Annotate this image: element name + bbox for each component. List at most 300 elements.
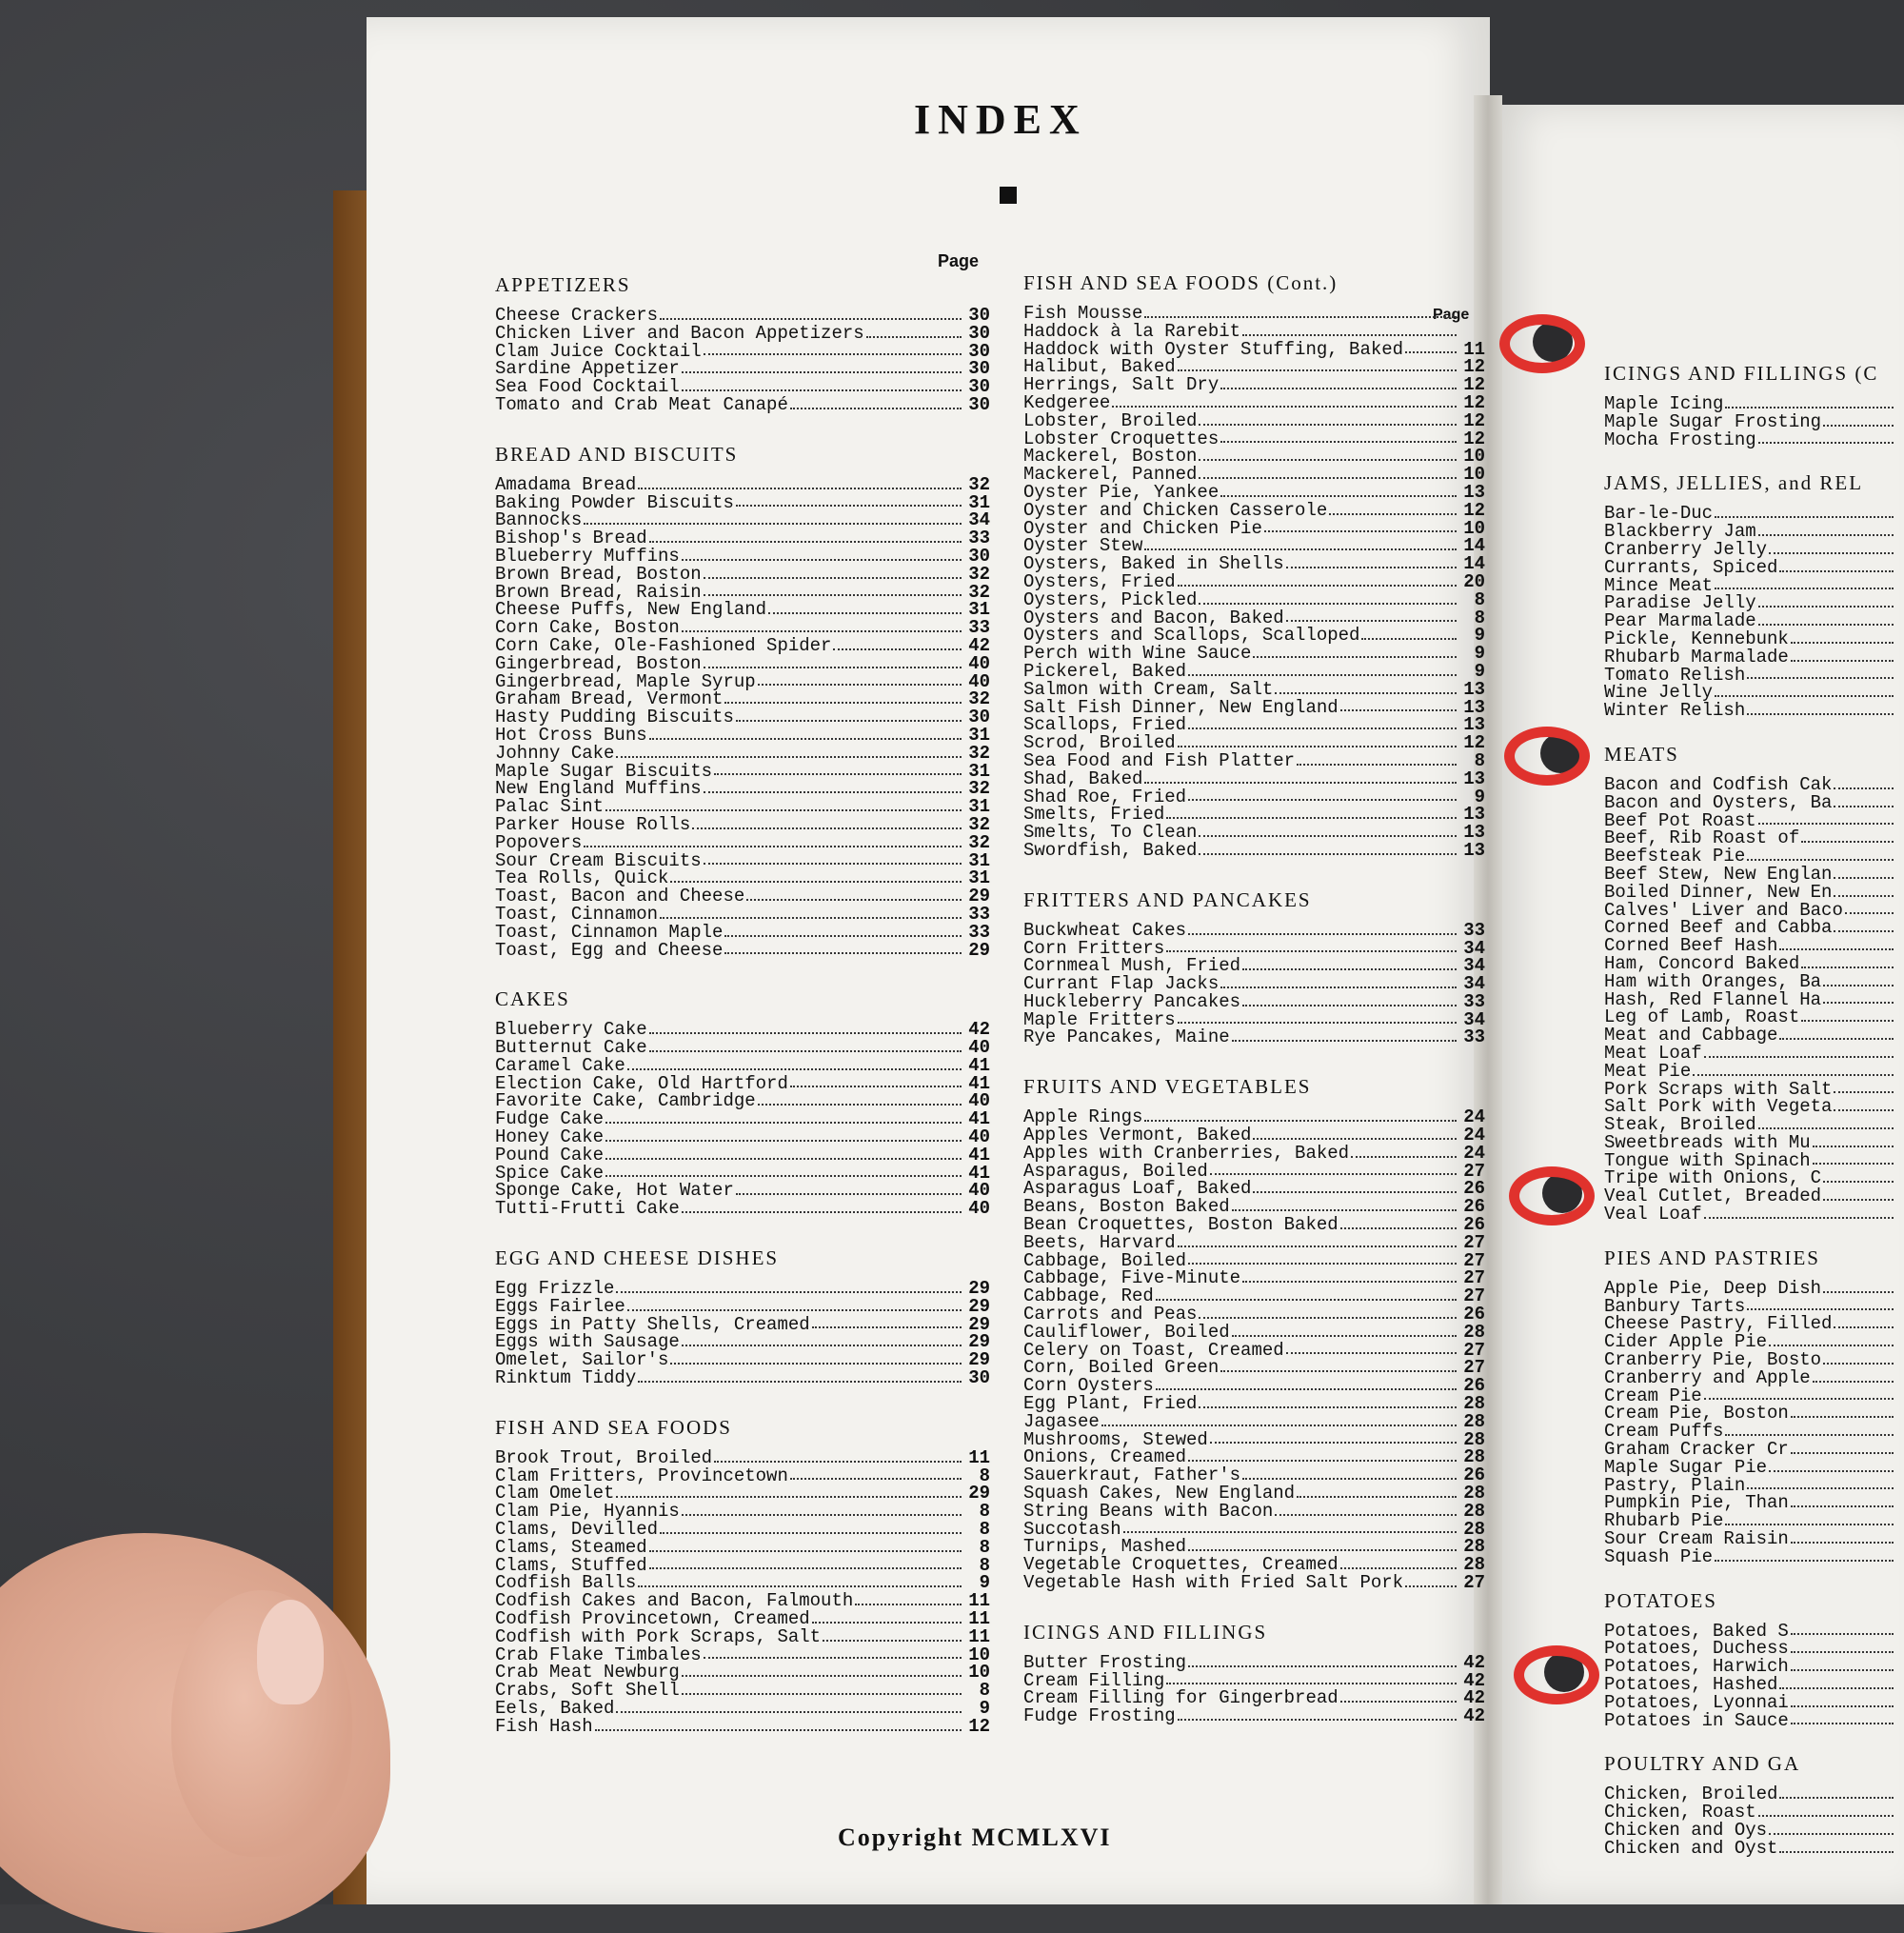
entry-page-number [1894, 1712, 1904, 1730]
entry-page-number: 28 [1463, 1518, 1485, 1540]
entry-name: Chicken and Oyst [1604, 1837, 1778, 1859]
dot-leader [649, 1539, 962, 1552]
entry-name: Veal Loaf [1604, 1204, 1702, 1226]
index-entry [1023, 409, 1485, 431]
entry-page-number [1894, 1423, 1904, 1441]
entry-name: Hash, Red Flannel Ha [1604, 988, 1822, 1010]
dot-leader [1791, 1712, 1894, 1725]
dot-leader [1275, 1503, 1457, 1516]
entry-page-number: 40 [968, 670, 990, 692]
entry-name: Favorite Cake, Cambridge [495, 1090, 756, 1112]
entry-page-number: 27 [1463, 1267, 1485, 1289]
dot-leader [704, 780, 962, 793]
index-entry [495, 1625, 990, 1647]
dot-leader [1166, 940, 1457, 953]
dot-leader [660, 1521, 962, 1534]
dot-leader [1286, 555, 1457, 568]
entry-page-number: 14 [1463, 535, 1485, 557]
index-entry [1604, 1131, 1904, 1153]
entry-name: Cabbage, Five-Minute [1023, 1267, 1241, 1289]
dot-leader [1156, 1287, 1457, 1301]
entry-name: Cheese Pastry, Filled [1604, 1313, 1833, 1335]
entry-page-number [1894, 973, 1904, 991]
dot-leader [682, 619, 962, 632]
dot-leader [1725, 395, 1894, 409]
entry-page-number [1894, 1280, 1904, 1298]
section-title: PIES AND PASTRIES [1604, 1245, 1820, 1269]
entry-name: Fudge Frosting [1023, 1705, 1176, 1727]
index-entry [495, 1054, 990, 1076]
entry-page-number: 33 [968, 528, 990, 549]
entry-name: Succotash [1023, 1518, 1121, 1540]
dot-leader [823, 1628, 962, 1642]
index-entry [1604, 702, 1904, 720]
entry-page-number [1894, 1369, 1904, 1387]
entry-page-number [1894, 1494, 1904, 1512]
dot-leader [1845, 902, 1894, 915]
entry-name: Lobster, Broiled [1023, 409, 1198, 431]
page-column-header: Page [938, 251, 980, 270]
entry-name: Pastry, Plain [1604, 1474, 1746, 1496]
dot-leader [682, 1503, 962, 1516]
index-entry [495, 393, 990, 415]
entry-page-number: 26 [1463, 1375, 1485, 1397]
entry-name: Tomato and Crab Meat Canapé [495, 393, 788, 415]
dot-leader [1220, 975, 1457, 988]
dot-leader [605, 1110, 962, 1124]
entry-page-number: 28 [1463, 1483, 1485, 1505]
entry-page-number: 8 [979, 1680, 990, 1702]
entry-name: Popovers [495, 831, 583, 853]
index-entry [1604, 1709, 1904, 1731]
dot-leader [1156, 1377, 1457, 1390]
entry-page-number: 40 [968, 1090, 990, 1112]
entry-name: Honey Cake [495, 1126, 605, 1148]
entry-name: Buckwheat Cakes [1023, 919, 1187, 941]
entry-name: Maple Icing [1604, 393, 1724, 414]
dot-leader [1242, 993, 1457, 1006]
index-entry [1023, 990, 1485, 1012]
dot-leader [1791, 1623, 1894, 1636]
index-entry [1023, 320, 1485, 342]
entry-page-number [1894, 1530, 1904, 1548]
dot-leader [1769, 541, 1894, 554]
dot-leader [1747, 702, 1894, 715]
entry-page-number [1894, 667, 1904, 685]
entry-name: Crab Meat Newburg [495, 1662, 680, 1684]
entry-name: Brown Bread, Boston [495, 563, 702, 585]
dot-leader [1747, 1298, 1894, 1311]
dot-leader [758, 673, 962, 687]
dot-leader [1199, 448, 1457, 461]
entry-name: Meat Pie [1604, 1060, 1692, 1082]
entry-name: Asparagus Loaf, Baked [1023, 1178, 1252, 1200]
index-entry [1604, 1530, 1904, 1548]
dot-leader [1101, 1413, 1457, 1426]
entry-page-number [1894, 1169, 1904, 1187]
entry-page-number: 32 [968, 813, 990, 835]
entry-name: Swordfish, Baked [1023, 839, 1198, 861]
entry-name: Crab Flake Timbales [495, 1644, 702, 1665]
entry-name: Bar-le-Duc [1604, 503, 1714, 525]
entry-page-number [1894, 1026, 1904, 1045]
index-entry [1604, 648, 1904, 667]
entry-name: Crabs, Soft Shell [495, 1680, 680, 1702]
entry-page-number [1894, 523, 1904, 541]
dot-leader [1747, 847, 1894, 861]
dot-leader [812, 1610, 962, 1624]
entry-name: Apple Pie, Deep Dish [1604, 1277, 1822, 1299]
index-entry [495, 1446, 990, 1468]
dot-leader [1188, 922, 1457, 935]
entry-name: Toast, Bacon and Cheese [495, 886, 745, 907]
dot-leader [1725, 1423, 1894, 1436]
dot-leader [1199, 1305, 1457, 1319]
dot-leader [812, 1316, 962, 1329]
entry-name: Cornmeal Mush, Fried [1023, 955, 1241, 977]
entry-name: Clam Omelet [495, 1483, 615, 1505]
entry-name: Blueberry Cake [495, 1019, 647, 1041]
binding-ring [1504, 727, 1590, 786]
dot-leader [1801, 955, 1894, 968]
dot-leader [1704, 1045, 1894, 1058]
dot-leader [1286, 609, 1457, 623]
dot-leader [1823, 413, 1894, 427]
entry-page-number: 8 [1474, 749, 1485, 771]
entry-page-number: 8 [979, 1465, 990, 1486]
dot-leader [638, 1369, 962, 1383]
entry-page-number: 28 [1463, 1410, 1485, 1432]
entry-name: Brook Trout, Broiled [495, 1446, 713, 1468]
entry-name: Eggs Fairlee [495, 1295, 625, 1317]
index-entry [1604, 773, 1904, 795]
entry-page-number [1894, 594, 1904, 612]
entry-page-number: 28 [1463, 1536, 1485, 1558]
entry-page-number [1894, 505, 1904, 523]
entry-name: Pound Cake [495, 1144, 605, 1166]
dot-leader [833, 637, 962, 650]
entry-name: Scrod, Broiled [1023, 732, 1176, 754]
entry-page-number: 42 [1463, 1669, 1485, 1691]
entry-name: Meat Loaf [1604, 1042, 1702, 1064]
dot-leader [1264, 520, 1457, 533]
entry-name: Currant Flap Jacks [1023, 973, 1220, 995]
entry-name: Vegetable Croquettes, Creamed [1023, 1554, 1339, 1576]
dot-leader [1242, 957, 1457, 970]
entry-page-number: 31 [968, 599, 990, 621]
entry-page-number: 8 [1474, 588, 1485, 610]
index-entry [1023, 919, 1485, 941]
entry-name: Election Cake, Old Hartford [495, 1072, 788, 1094]
entry-page-number: 33 [1463, 919, 1485, 941]
dot-leader [616, 1485, 962, 1498]
entry-page-number: 27 [1463, 1249, 1485, 1271]
index-entry [1023, 749, 1485, 771]
dot-leader [1188, 716, 1457, 729]
index-entry [1604, 863, 1904, 885]
index-entry [495, 1610, 990, 1628]
entry-name: Chicken, Roast [1604, 1802, 1756, 1823]
entry-name: Cream Pie [1604, 1385, 1702, 1406]
entry-page-number [1894, 1785, 1904, 1803]
dot-leader [855, 1592, 962, 1605]
dot-leader [627, 1298, 962, 1311]
entry-name: Oysters, Baked in Shells [1023, 553, 1284, 575]
index-entry [495, 1369, 990, 1387]
dot-leader [1779, 937, 1894, 950]
entry-name: Mackerel, Boston [1023, 446, 1198, 468]
dot-leader [1188, 1448, 1457, 1462]
entry-name: Codfish Provincetown, Creamed [495, 1608, 810, 1630]
dot-leader [1791, 1530, 1894, 1544]
index-entry [1023, 839, 1485, 861]
entry-page-number: 31 [968, 796, 990, 818]
entry-name: Clam Juice Cocktail [495, 340, 702, 362]
dot-leader [1253, 645, 1457, 658]
dot-leader [1188, 788, 1457, 802]
dot-leader [704, 566, 962, 579]
dot-leader [584, 511, 962, 525]
entry-name: Egg Frizzle [495, 1278, 615, 1300]
entry-page-number: 32 [968, 778, 990, 800]
entry-name: Kedgeree [1023, 391, 1111, 413]
entry-name: Shad, Baked [1023, 767, 1143, 789]
dot-leader [1340, 1556, 1457, 1569]
entry-page-number [1894, 1008, 1904, 1026]
entry-page-number [1894, 577, 1904, 595]
index-entry [1023, 305, 1485, 323]
entry-page-number [1894, 1152, 1904, 1170]
entry-page-number: 13 [1463, 481, 1485, 503]
index-entry [495, 1146, 990, 1165]
entry-name: Graham Bread, Vermont [495, 688, 724, 710]
entry-name: Cranberry Jelly [1604, 538, 1768, 560]
dot-leader [1188, 1538, 1457, 1551]
dot-leader [1405, 341, 1457, 354]
index-entry [495, 831, 990, 853]
entry-page-number: 11 [968, 1446, 990, 1468]
entry-name: Maple Sugar Pie [1604, 1456, 1768, 1478]
dot-leader [714, 763, 962, 776]
index-entry [1604, 1042, 1904, 1064]
entry-page-number [1460, 305, 1485, 323]
entry-page-number: 26 [1463, 1304, 1485, 1325]
entry-page-number: 24 [1463, 1106, 1485, 1128]
entry-name: Oyster and Chicken Pie [1023, 517, 1262, 539]
entry-name: Cranberry and Apple [1604, 1366, 1811, 1388]
entry-name: Perch with Wine Sauce [1023, 643, 1252, 665]
entry-page-number: 12 [1463, 409, 1485, 431]
dot-leader [1813, 1134, 1894, 1147]
entry-page-number: 41 [968, 1162, 990, 1184]
dot-leader [866, 325, 962, 338]
entry-name: Oysters and Bacon, Baked [1023, 607, 1284, 628]
dot-leader [1813, 1152, 1894, 1166]
entry-page-number: 34 [968, 509, 990, 531]
index-section [1604, 743, 1904, 1224]
dot-leader [1758, 594, 1894, 608]
entry-page-number: 32 [968, 473, 990, 495]
index-entry [1604, 1456, 1904, 1478]
entry-name: Parker House Rolls [495, 813, 691, 835]
dot-leader [660, 307, 962, 320]
dot-leader [595, 1718, 962, 1731]
section-title: POTATOES [1604, 1588, 1717, 1612]
entry-page-number: 12 [1463, 391, 1485, 413]
dot-leader [1242, 1466, 1457, 1480]
dot-leader [1747, 1477, 1894, 1490]
dot-leader [1329, 502, 1457, 515]
entry-page-number: 31 [968, 867, 990, 889]
dot-leader [670, 869, 962, 883]
entry-name: Baking Powder Biscuits [495, 491, 734, 513]
entry-page-number: 31 [968, 724, 990, 746]
section-title: JAMS, JELLIES, and REL [1604, 471, 1864, 495]
dot-leader [1791, 1494, 1894, 1507]
index-entry [1604, 556, 1904, 578]
dot-leader [704, 852, 962, 866]
entry-page-number: 31 [968, 849, 990, 871]
entry-name: Oyster Stew [1023, 535, 1143, 557]
entry-page-number [1894, 1315, 1904, 1333]
index-entry [1604, 1277, 1904, 1299]
entry-name: Cabbage, Boiled [1023, 1249, 1187, 1271]
binding-ring [1514, 1645, 1599, 1704]
entry-name: Butternut Cake [495, 1037, 647, 1059]
entry-name: Lobster Croquettes [1023, 428, 1220, 449]
entry-page-number: 29 [968, 1483, 990, 1505]
entry-page-number [1894, 1187, 1904, 1206]
entry-name: Fish Mousse [1023, 303, 1143, 324]
entry-name: Beets, Harvard [1023, 1231, 1176, 1253]
section-title: ICINGS AND FILLINGS (C [1604, 362, 1879, 385]
entry-page-number: 13 [1463, 678, 1485, 700]
index-section [1604, 1589, 1904, 1730]
dot-leader [627, 1057, 962, 1070]
dot-leader [682, 548, 962, 561]
entry-page-number: 11 [1463, 338, 1485, 360]
entry-name: Potatoes, Baked S [1604, 1620, 1789, 1642]
index-entry [495, 1536, 990, 1558]
entry-page-number: 28 [1463, 1428, 1485, 1450]
index-entry [495, 307, 990, 325]
entry-name: Hasty Pudding Biscuits [495, 707, 734, 728]
entry-name: Currants, Spiced [1604, 556, 1778, 578]
entry-page-number [1894, 1658, 1904, 1676]
entry-page-number: 8 [1474, 607, 1485, 628]
section-title: BREAD AND BISCUITS [495, 442, 739, 466]
entry-name: Omelet, Sailor's [495, 1349, 669, 1371]
index-entry [1604, 881, 1904, 903]
index-entry [1604, 395, 1904, 413]
index-entry [1023, 481, 1485, 503]
entry-page-number: 11 [968, 1625, 990, 1647]
entry-name: Clams, Stuffed [495, 1554, 647, 1576]
entry-name: Sea Food and Fish Platter [1023, 749, 1296, 771]
entry-name: Chicken Liver and Bacon Appetizers [495, 322, 864, 344]
entry-name: Boiled Dinner, New En [1604, 881, 1833, 903]
index-entry [1023, 1321, 1485, 1343]
dot-leader [1769, 1459, 1894, 1472]
entry-page-number [1894, 1405, 1904, 1423]
index-entry [495, 473, 990, 495]
dot-leader [1834, 794, 1894, 807]
entry-page-number: 34 [1463, 1008, 1485, 1030]
entry-name: Palac Sint [495, 796, 605, 818]
entry-page-number: 32 [968, 581, 990, 603]
index-entry [1023, 1500, 1485, 1522]
dot-leader [1199, 842, 1457, 855]
entry-page-number [1894, 1441, 1904, 1459]
entry-name: Beefsteak Pie [1604, 846, 1746, 867]
dot-leader [1351, 1145, 1457, 1158]
dot-leader [1704, 1387, 1894, 1401]
dot-leader [1704, 1206, 1894, 1219]
entry-name: Egg Plant, Fried [1023, 1393, 1198, 1415]
dot-leader [1758, 612, 1894, 626]
entry-page-number: 33 [968, 617, 990, 639]
entry-page-number: 10 [968, 1662, 990, 1684]
entry-page-number [1894, 612, 1904, 630]
entry-page-number [1894, 559, 1904, 577]
entry-name: New England Muffins [495, 778, 702, 800]
dot-leader [1286, 1342, 1457, 1355]
entry-page-number: 42 [1463, 1651, 1485, 1673]
entry-page-number: 30 [968, 305, 990, 326]
dot-leader [1791, 648, 1894, 662]
entry-name: Onions, Creamed [1023, 1446, 1187, 1468]
dot-leader [1166, 1672, 1457, 1685]
entry-page-number: 27 [1463, 1285, 1485, 1307]
index-entry [1023, 1574, 1485, 1592]
entry-page-number: 33 [968, 921, 990, 943]
entry-name: Toast, Cinnamon Maple [495, 921, 724, 943]
dot-leader [605, 798, 962, 811]
dot-leader [649, 727, 962, 740]
dot-leader [1715, 577, 1894, 590]
entry-name: Johnny Cake [495, 742, 615, 764]
dot-leader [1769, 1822, 1894, 1835]
dot-leader [1715, 505, 1894, 518]
entry-name: Mushrooms, Stewed [1023, 1428, 1208, 1450]
entry-name: Cream Filling for Gingerbread [1023, 1687, 1339, 1709]
dot-leader [1220, 1359, 1457, 1372]
section-title: ICINGS AND FILLINGS [1023, 1620, 1268, 1644]
entry-name: Vegetable Hash with Fried Salt Pork [1023, 1572, 1404, 1593]
dot-leader [1178, 1234, 1457, 1247]
entry-name: Fish Hash [495, 1715, 593, 1737]
entry-name: Clams, Steamed [495, 1536, 647, 1558]
entry-name: String Beans with Bacon [1023, 1500, 1274, 1522]
entry-page-number: 20 [1463, 570, 1485, 592]
dot-leader [1210, 1431, 1457, 1445]
dot-leader [682, 1664, 962, 1677]
entry-name: Sardine Appetizer [495, 358, 680, 380]
index-entry [1023, 499, 1485, 521]
entry-page-number: 31 [968, 491, 990, 513]
dot-leader [736, 1182, 962, 1195]
entry-name: Codfish with Pork Scraps, Salt [495, 1625, 822, 1647]
entry-page-number: 10 [968, 1644, 990, 1665]
entry-name: Veal Cutlet, Breaded [1604, 1186, 1822, 1207]
index-entry [495, 322, 990, 344]
entry-page-number [1894, 1694, 1904, 1712]
dot-leader [1112, 394, 1457, 408]
entry-page-number: 27 [1463, 1339, 1485, 1361]
dot-leader [704, 655, 962, 668]
dot-leader [1199, 591, 1457, 605]
entry-page-number: 32 [968, 831, 990, 853]
